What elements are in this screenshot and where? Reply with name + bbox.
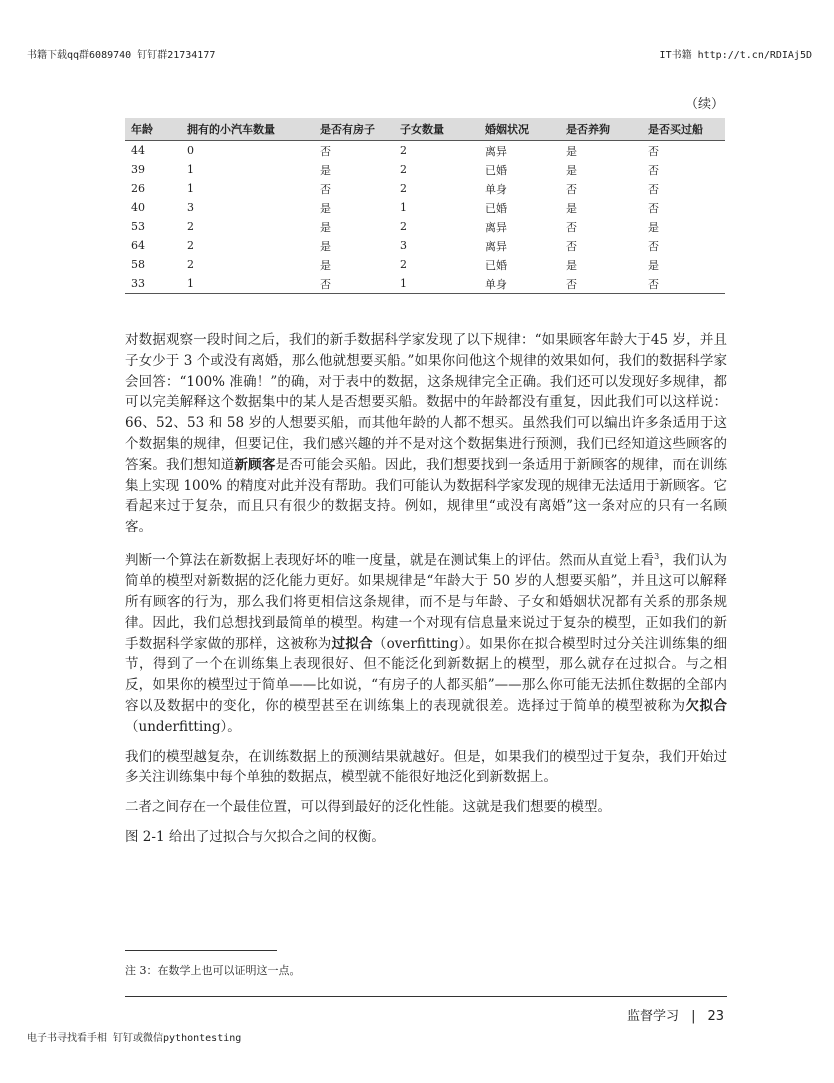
- table-row: [125, 236, 725, 255]
- column-header-age: 年龄: [125, 118, 181, 141]
- table-row: [125, 160, 725, 179]
- table-cell: 40: [131, 201, 145, 214]
- table-cell: 26: [131, 182, 145, 195]
- table-cell: 离异: [485, 144, 507, 158]
- body-text: [125, 330, 727, 857]
- table-cell: 3: [400, 239, 407, 252]
- footer-separator: |: [691, 1009, 696, 1024]
- page-number: 23: [707, 1009, 724, 1024]
- table-cell: 1: [394, 274, 479, 294]
- table-cell: 离异: [485, 220, 507, 234]
- table-cell: 1: [181, 274, 314, 294]
- column-header-cars: 拥有的小汽车数量: [181, 118, 314, 141]
- table-cell: 否: [648, 163, 659, 177]
- paragraph-figure-reference: 图 2-1 给出了过拟合与欠拟合之间的权衡。: [125, 829, 385, 846]
- table-row: [125, 198, 725, 217]
- table-cell: 是: [320, 163, 331, 177]
- table-cell: 53: [131, 220, 145, 233]
- paragraph-text: ，我们认为简单的模型对新数据的泛化能力更好。如果规律是“年龄大于 50 岁的人想要买船”，并且这可以解释所有顾客的行为，那么我们将更相信这条规律，而不是与年龄、子女和婚姻状况都有关系的那条规律。因此，我们总想找到最简单的模型。构建一个对现有信息量来说过于复杂的模型，正如我们的新手数据科学家做的那样，这被称为: [125, 552, 728, 652]
- bold-term-new-customers: 新顾客: [234, 456, 276, 473]
- column-header-dog: 是否养狗: [560, 118, 642, 141]
- table-cell: 否: [648, 182, 659, 196]
- paragraph-text: 判断一个算法在新数据上表现好坏的唯一度量，就是在测试集上的评估。然而从直觉上看: [125, 552, 655, 569]
- footnote: 注 3：在数学上也可以证明这一点。: [125, 964, 301, 977]
- table-cell: 是: [566, 163, 577, 177]
- table-cell: 否: [320, 182, 331, 196]
- paragraph-sweet-spot: 二者之间存在一个最佳位置，可以得到最好的泛化性能。这就是我们想要的模型。: [125, 799, 611, 816]
- column-header-children: 子女数量: [394, 118, 479, 141]
- table-cell: 是: [648, 220, 659, 234]
- table-cell: 否: [320, 144, 331, 158]
- table-row: [125, 179, 725, 198]
- table-cell: 否: [560, 274, 642, 294]
- table-cell: 否: [566, 239, 577, 253]
- column-header-marital: 婚姻状况: [479, 118, 560, 141]
- table-cell: 33: [125, 274, 181, 294]
- table-cell: 是: [320, 220, 331, 234]
- table-cell: 否: [642, 274, 725, 294]
- paragraph-text: 对数据观察一段时间之后，我们的新手数据科学家发现了以下规律：“如果顾客年龄大于45 岁，并且子女少于 3 个或没有离婚，那么他就想要买船。”如果你问他这个规律的效果如何，我们的数据科学家会回答：“100% 准确！”的确，对于表中的数据，这条规律完全正确。我们还可以发现好多规律，都可以完美解释这个数据集中的某人是否想要买船。数据中的年龄都没有重复，因此我们可以这样说：66、52、53 和 58 岁的人想要买船，而其他年龄的人都不想买。虽然我们可以编出许多条适用于这个数据集的规律，但要记住，我们感兴趣的并不是对这个数据集进行预测，我们已经知道这些顾客的答案。我们想知道: [125, 332, 727, 473]
- bold-term-underfitting: 欠拟合: [685, 698, 728, 715]
- header-right-note: IT书籍 http://t.cn/RDIAj5D: [659, 50, 812, 61]
- table-cell: 2: [400, 163, 407, 176]
- table-cell: 是: [566, 144, 577, 158]
- table-cell: 是: [648, 258, 659, 272]
- paragraph-text: （underfitting）。: [125, 718, 241, 735]
- table-cell: 39: [131, 163, 145, 176]
- table-cell: 1: [187, 163, 194, 176]
- table-cell: 2: [187, 220, 194, 233]
- table-cell: 否: [648, 201, 659, 215]
- customer-table: [125, 118, 725, 294]
- table-cell: 2: [400, 258, 407, 271]
- table-cell: 1: [400, 201, 407, 214]
- paragraph-rules-observation: [125, 330, 727, 538]
- table-cell: 2: [187, 258, 194, 271]
- table-cell: 是: [320, 239, 331, 253]
- footer-divider: [125, 996, 727, 997]
- paragraph-text: 是否可能会买船。因此，我们想要找到一条适用于新顾客的规律，而在训练集上实现 100% 的精度对此并没有帮助。我们可能认为数据科学家发现的规律无法适用于新顾客。它看起来过于复杂，而且只有很少的数据支持。例如，规律里“或没有离婚”这一条对应的只有一名顾客。: [125, 456, 728, 536]
- table-cell: 已婚: [485, 258, 507, 272]
- table-cell: 2: [400, 220, 407, 233]
- bottom-note: 电子书寻找看手相 钉钉或微信pythontesting: [27, 1033, 242, 1044]
- table-cell: 是: [566, 258, 577, 272]
- page-footer: [627, 1005, 724, 1024]
- table-cell: 离异: [485, 239, 507, 253]
- table-continued-label: （续）: [684, 97, 724, 112]
- table-cell: 2: [400, 182, 407, 195]
- table-cell: 否: [566, 182, 577, 196]
- column-header-boat: 是否买过船: [642, 118, 725, 141]
- table-row: [125, 141, 725, 161]
- paragraph-overfitting: [125, 547, 727, 738]
- table-cell: 2: [400, 144, 407, 157]
- table-cell: 否: [566, 220, 577, 234]
- table-cell: 58: [131, 258, 145, 271]
- table-cell: 44: [131, 144, 145, 157]
- table-cell: 已婚: [485, 163, 507, 177]
- table-row: [125, 255, 725, 274]
- table-cell: 0: [187, 144, 194, 157]
- table-cell: 否: [314, 274, 394, 294]
- paragraph-complexity: 我们的模型越复杂，在训练数据上的预测结果就越好。但是，如果我们的模型过于复杂，我们开始过多关注训练集中每个单独的数据点，模型就不能很好地泛化到新数据上。: [125, 748, 727, 786]
- table-cell: 是: [320, 258, 331, 272]
- table-cell: 1: [187, 182, 194, 195]
- table-header-row: [125, 118, 725, 141]
- table-cell: 64: [131, 239, 145, 252]
- table-row: [125, 274, 725, 294]
- footnote-reference[interactable]: 3: [654, 551, 660, 561]
- bold-term-overfitting: 过拟合: [331, 635, 373, 652]
- column-header-house: 是否有房子: [314, 118, 394, 141]
- table-cell: 是: [320, 201, 331, 215]
- footnote-divider: [125, 950, 277, 951]
- table-cell: 2: [187, 239, 194, 252]
- paragraph-text: （overfitting）。如果你在拟合模型时过分关注训练集的细节，得到了一个在训练集上表现很好、但不能泛化到新数据上的模型，那么就存在过拟合。与之相反，如果你的模型过于简单——比如说，“有房子的人都买船”——那么你可能无法抓住数据的全部内容以及数据中的变化，你的模型甚至在训练集上的表现就很差。选择过于简单的模型被称为: [125, 635, 728, 715]
- table-cell: 3: [187, 201, 194, 214]
- table-cell: 单身: [479, 274, 560, 294]
- table-cell: 否: [648, 144, 659, 158]
- table-cell: 已婚: [485, 201, 507, 215]
- table-cell: 单身: [485, 182, 507, 196]
- section-title: 监督学习: [627, 1009, 680, 1024]
- header-left-note: 书籍下载qq群6089740 钉钉群21734177: [27, 50, 216, 61]
- table-cell: 是: [566, 201, 577, 215]
- table-row: [125, 217, 725, 236]
- table-cell: 否: [648, 239, 659, 253]
